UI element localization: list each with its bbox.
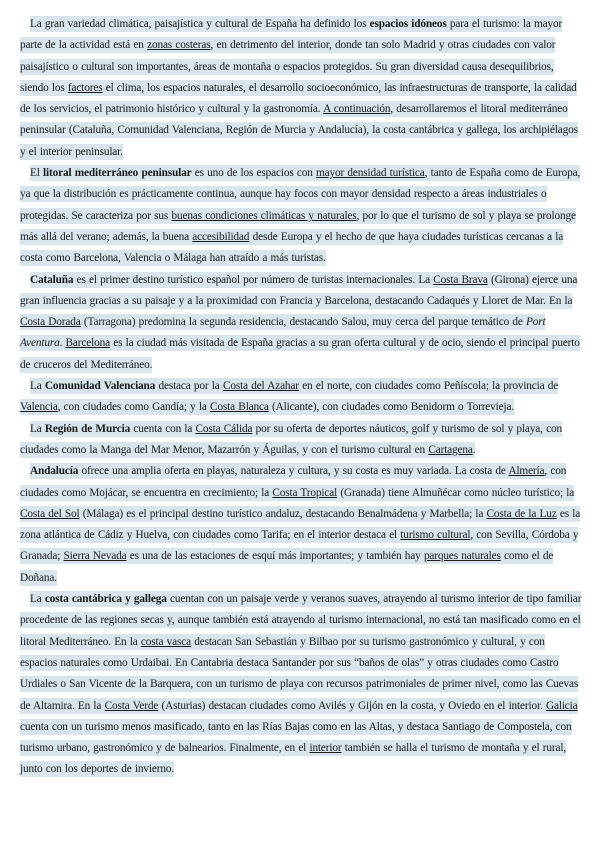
- underlined-term: Costa Tropical: [272, 486, 338, 499]
- underlined-term: Costa Verde: [104, 699, 159, 712]
- paragraph-valenciana: [20, 376, 582, 419]
- text-run: el clima, los espacios naturales, el desarrollo socioeconómico, las infraestructuras de transporte, la calidad de los servicios, el patrimonio histórico y cultural y la gastronomía.: [20, 81, 577, 116]
- underlined-term: factores: [67, 81, 103, 94]
- underlined-term: Costa del Azahar: [222, 380, 299, 393]
- bold-term: costa cantábrica y gallega: [44, 593, 167, 606]
- paragraph-intro: [20, 14, 582, 163]
- text-run: (Asturias) destacan ciudades como Avilés y Gijón en la costa, y Oviedo en el interior.: [158, 699, 546, 712]
- text-run: es la zona atlántica de Cádiz y Huelva, con ciudades como Tarifa; en el interior destaca el: [20, 507, 581, 542]
- underlined-term: Costa Blanca: [210, 401, 269, 414]
- paragraph-litoral-mediterraneo: [20, 163, 582, 269]
- underlined-term: Costa Dorada: [20, 316, 81, 329]
- underlined-term: Valencia: [20, 401, 58, 414]
- text-run: ofrece una amplia oferta en playas, naturaleza y cultura, y su costa es muy variada. La costa de: [78, 465, 509, 478]
- text-run: es una de las estaciones de esquí más importantes; y también hay: [126, 550, 424, 563]
- bold-term: Comunidad Valenciana: [44, 380, 156, 393]
- bold-term: Cataluña: [30, 273, 74, 286]
- text-run: destacan San Sebastián y Bilbao por su turismo gastronómico y cultural, y con espacios naturales como Urdaibai. En Cantabria destaca Santander por sus “baños de olas” y otras ciudades como Castro Urdiales o San Vicente de la Barquera, con un turismo de playa con recursos patrimoniales de primer nivel, como las Cuevas de Altamira. En la: [20, 635, 579, 712]
- underlined-term: Barcelona: [65, 337, 110, 350]
- text-run: , con ciudades como Mojácar, se encuentra en crecimiento; la: [20, 465, 567, 499]
- underlined-term: Almería: [508, 465, 545, 478]
- text-run: es uno de los espacios con: [191, 167, 316, 180]
- text-run: (Granada) tiene Almuñécar como núcleo turístico; la: [337, 486, 575, 499]
- underlined-term: interior: [309, 742, 342, 755]
- paragraph-cataluna: [20, 270, 582, 376]
- paragraph-highlight: [20, 421, 562, 458]
- underlined-term: Galicia: [545, 699, 578, 712]
- text-run: cuenta con la: [130, 422, 196, 435]
- text-run: también se halla el turismo de montaña y el rural, junto con los deportes de invierno.: [20, 742, 567, 776]
- italic-term: Port Aventura: [20, 316, 546, 350]
- text-run: (Alicante), con ciudades como Benidorm o Torrevieja.: [268, 401, 515, 414]
- text-run: El: [30, 167, 44, 180]
- bold-term: litoral mediterráneo peninsular: [43, 167, 192, 180]
- underlined-term: mayor densidad turística: [316, 167, 425, 180]
- text-run: en el norte, con ciudades como Peñíscola; la provincia de: [298, 380, 559, 393]
- document-body: [20, 14, 582, 781]
- text-run: es la ciudad más visitada de España gracias a su gran oferta cultural y de ocio, siendo el principal puerto de cruceros del Mediterráneo.: [20, 337, 580, 371]
- underlined-term: Costa Cálida: [195, 422, 253, 435]
- underlined-term: Costa de la Luz: [486, 507, 557, 520]
- text-run: La: [30, 380, 45, 393]
- text-run: como el de Doñana.: [20, 550, 554, 584]
- text-run: , por lo que el turismo de sol y playa se prolonge más allá del verano; además, la buena: [20, 209, 576, 243]
- underlined-term: Sierra Nevada: [63, 550, 127, 563]
- paragraph-highlight: [20, 16, 578, 160]
- bold-term: espacios idóneos: [369, 18, 447, 30]
- text-run: .: [59, 337, 66, 350]
- paragraph-highlight: [20, 272, 580, 373]
- text-run: , con Sevilla, Córdoba y Granada;: [20, 529, 579, 563]
- text-run: destaca por la: [155, 380, 223, 393]
- text-run: La gran variedad climática, paisajística y cultural de España ha definido los: [30, 18, 370, 30]
- text-run: .: [472, 443, 476, 456]
- text-run: por su oferta de deportes náuticos, golf y turismo de sol y playa, con ciudades como la Manga del Mar Menor, Mazarrón y Águilas, y con el turismo cultural en: [20, 422, 562, 456]
- paragraph-highlight: [20, 165, 580, 266]
- paragraph-highlight: [20, 591, 581, 777]
- bold-term: Región de Murcia: [44, 422, 131, 435]
- text-run: La: [30, 422, 45, 435]
- text-run: (Tarragona) predomina la segunda residencia, destacando Salou, muy cerca del parque temático de: [80, 316, 526, 329]
- underlined-term: turismo cultural: [400, 529, 471, 542]
- paragraph-andalucia: [20, 461, 582, 589]
- paragraph-highlight: [20, 378, 558, 415]
- underlined-term: A continuación: [323, 103, 391, 116]
- paragraph-murcia: [20, 419, 582, 462]
- text-run: (Málaga) es el principal destino turístico andaluz, destacando Benalmádena y Marbella; la: [79, 507, 487, 520]
- paragraph-highlight: [20, 463, 580, 585]
- text-run: cuentan con un paisaje verde y veranos suaves, atrayendo al turismo interior de tipo familiar procedente de las regiones secas y, aunque también está atrayendo al turismo internacional, no está tan masificado como en el litoral Mediterráneo. En la: [20, 593, 582, 648]
- text-run: , tanto de España como de Europa, ya que la distribución es prácticamente continua, aunque hay focos con mayor densidad respecto a áreas industriales o protegidas. Se caracteriza por sus: [20, 167, 581, 222]
- underlined-term: costa vasca: [140, 635, 191, 648]
- text-run: , con ciudades como Gandía; y la: [57, 401, 211, 414]
- bold-term: Andalucía: [30, 465, 79, 478]
- text-run: cuenta con un turismo menos masificado, tanto en las Rías Bajas como en las Altas, y destaca Santiago de Compostela, con turismo urbano, gastronómico y de balnearios. Finalmente, en el: [20, 720, 572, 755]
- underlined-term: parques naturales: [423, 550, 501, 563]
- text-run: , desarrollaremos el litoral mediterráneo peninsular (Cataluña, Comunidad Valenciana, Región de Murcia y Andalucía), la costa cantábrica y gallega, los archipiélagos y el interior peninsular.: [20, 103, 578, 158]
- text-run: (Girona) ejerce una gran influencia gracias a su paisaje y a la proximidad con Francia y Barcelona, destacando Cadaqués y Lloret de Mar. En la: [20, 273, 578, 307]
- text-run: desde Europa y el hecho de que haya ciudades turísticas cercanas a la costa como Barcelona, Valencia o Málaga han atraído a más turistas.: [20, 230, 564, 265]
- text-run: , en detrimento del interior, donde tan solo Madrid y otras ciudades con valor paisajístico o cultural son importantes, áreas de montaña o espacios protegidos. Su gran diversidad causa desequilibrios, siendo los: [20, 39, 556, 94]
- underlined-term: zonas costeras: [147, 39, 211, 52]
- text-run: para el turismo: la mayor parte de la actividad está en: [20, 18, 563, 52]
- text-run: La: [30, 593, 45, 606]
- underlined-term: accesibilidad: [192, 230, 250, 243]
- paragraph-cantabrica-gallega: [20, 589, 582, 781]
- underlined-term: Costa Brava: [433, 273, 488, 286]
- underlined-term: Cartagena: [428, 443, 473, 456]
- underlined-term: Costa del Sol: [20, 507, 80, 520]
- underlined-term: buenas condiciones climáticas y naturales: [171, 209, 357, 222]
- text-run: es el primer destino turístico español por número de turistas internacionales. La: [73, 273, 434, 286]
